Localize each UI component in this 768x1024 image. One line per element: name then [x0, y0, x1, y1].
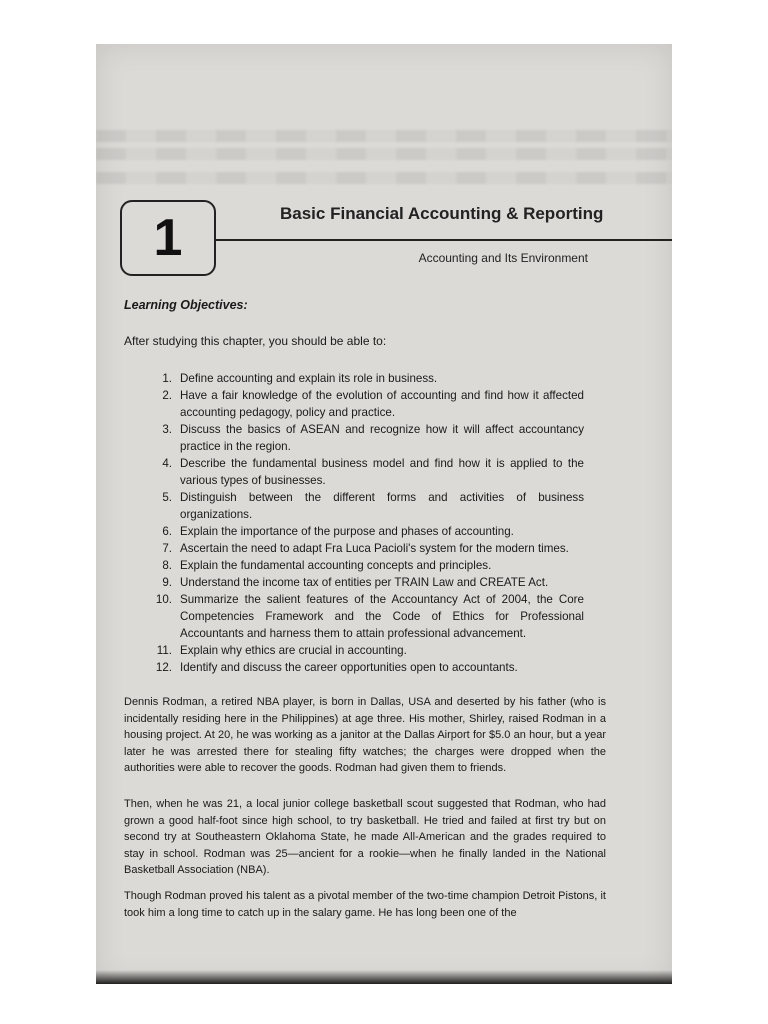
objectives-intro: After studying this chapter, you should be able to: [124, 334, 387, 348]
list-item: 2. Have a fair knowledge of the evolution of accounting and find how it affected accounting pedagogy, policy and practice. [162, 389, 584, 419]
chapter-number-box [120, 200, 216, 276]
list-item: 3. Discuss the basics of ASEAN and recognize how it will affect accountancy practice in the region. [162, 423, 584, 453]
page-bottom-edge [96, 970, 672, 984]
body-paragraph: Then, when he was 21, a local junior college basketball scout suggested that Rodman, who had grown a good half-foot since high school, to try basketball. He tried and failed at first try but on second try at Southeastern Oklahoma State, he made All-American and the grades required to stay in school. Rodman was 25—ancient for a rookie—when he finally landed in the National Basketball Association (NBA). [124, 798, 606, 877]
chapter-number: 1 [153, 209, 183, 267]
list-item: 7. Ascertain the need to adapt Fra Luca Pacioli's system for the modern times. [162, 542, 569, 555]
book-page [96, 44, 672, 984]
body-paragraph: Dennis Rodman, a retired NBA player, is born in Dallas, USA and deserted by his father (who is incidentally residing here in the Philippines) at age three. His mother, Shirley, raised Rodman in a housing project. At 20, he was working as a janitor at the Dallas Airport for $5.0 an hour, but a year later he was arrested there for stealing fifty watches; the charges were dropped when the authorities were able to recover the goods. Rodman had given them to friends. [124, 696, 606, 775]
list-item: 1. Define accounting and explain its role in business. [162, 372, 438, 385]
list-item: 10. Summarize the salient features of the Accountancy Act of 2004, the Core Competencies Framework and the Code of Ethics for Professional Accountants and harness them to attain professional advancement. [155, 593, 584, 640]
objectives-heading: Learning Objectives: [124, 298, 248, 312]
bleed-through-text [96, 172, 672, 184]
chapter-subtitle: Accounting and Its Environment [418, 251, 588, 265]
list-item: 6. Explain the importance of the purpose and phases of accounting. [162, 525, 514, 538]
list-item: 8. Explain the fundamental accounting concepts and principles. [162, 559, 492, 572]
list-item: 4. Describe the fundamental business model and find how it is applied to the various types of businesses. [162, 457, 584, 487]
chapter-title: Basic Financial Accounting & Reporting [280, 204, 604, 223]
body-paragraph: Though Rodman proved his talent as a pivotal member of the two-time champion Detroit Pistons, it took him a long time to catch up in the salary game. He has long been one of the [124, 890, 606, 919]
list-item: 9. Understand the income tax of entities per TRAIN Law and CREATE Act. [162, 576, 549, 589]
chapter-rule [216, 239, 672, 241]
list-item: 11. Explain why ethics are crucial in accounting. [156, 644, 407, 657]
list-item: 12. Identify and discuss the career opportunities open to accountants. [155, 661, 518, 674]
objectives-list [136, 370, 584, 676]
bleed-through-text [96, 148, 672, 160]
list-item: 5. Distinguish between the different forms and activities of business organizations. [162, 491, 584, 521]
bleed-through-text [96, 130, 672, 142]
